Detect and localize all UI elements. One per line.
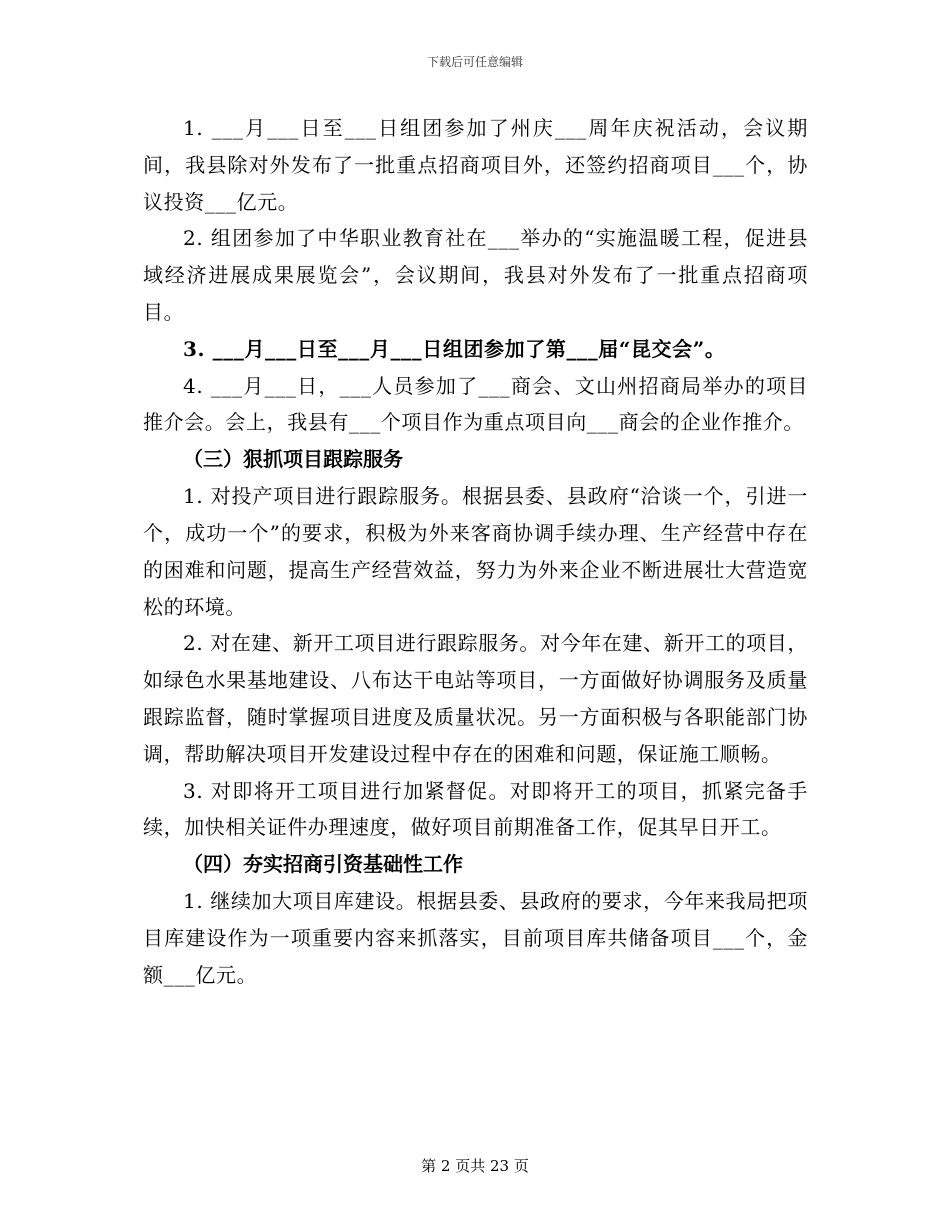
section-heading-4: （四）夯实招商引资基础性工作	[183, 852, 463, 877]
document-body	[143, 110, 808, 994]
page-footer: 第 2 页共 23 页	[421, 1157, 529, 1175]
paragraph-6: 2. 对在建、新开工项目进行跟踪服务。对今年在建、新开工的项目，如绿色水果基地建设、八布达干电站等项目，一方面做好协调服务及质量跟踪监督，随时掌握项目进度及质量状况。另一方面积极与各职能部门协调，帮助解决项目开发建设过程中存在的困难和问题，保证施工顺畅。	[143, 631, 808, 766]
paragraph-5: 1. 对投产项目进行跟踪服务。根据县委、县政府“洽谈一个，引进一个，成功一个”的要求，积极为外来客商协调手续办理、生产经营中存在的困难和问题，提高生产经营效益，努力为外来企业不断进展壮大营造宽松的环境。	[143, 484, 808, 619]
page-header: 下载后可任意编辑	[426, 55, 523, 69]
paragraph-3: 3. ___月___日至___月___日组团参加了第___届“昆交会”。	[183, 336, 726, 361]
paragraph-4: 4. ___月___日，___人员参加了___商会、文山州招商局举办的项目推介会。会上，我县有___个项目作为重点项目向___商会的企业作推介。	[143, 373, 808, 435]
paragraph-8: 1. 继续加大项目库建设。根据县委、县政府的要求，今年来我局把项目库建设作为一项重要内容来抓落实，目前项目库共储备项目___个，金额___亿元。	[143, 889, 808, 987]
section-heading-3: （三）狠抓项目跟踪服务	[183, 447, 403, 472]
paragraph-2: 2. 组团参加了中华职业教育社在___举办的“实施温暖工程，促进县域经济进展成果展览会”，会议期间，我县对外发布了一批重点招商项目。	[143, 226, 808, 324]
paragraph-7: 3. 对即将开工项目进行加紧督促。对即将开工的项目，抓紧完备手续，加快相关证件办理速度，做好项目前期准备工作，促其早日开工。	[143, 778, 808, 840]
paragraph-1: 1. ___月___日至___日组团参加了州庆___周年庆祝活动，会议期间，我县除对外发布了一批重点招商项目外，还签约招商项目___个，协议投资___亿元。	[143, 116, 808, 214]
